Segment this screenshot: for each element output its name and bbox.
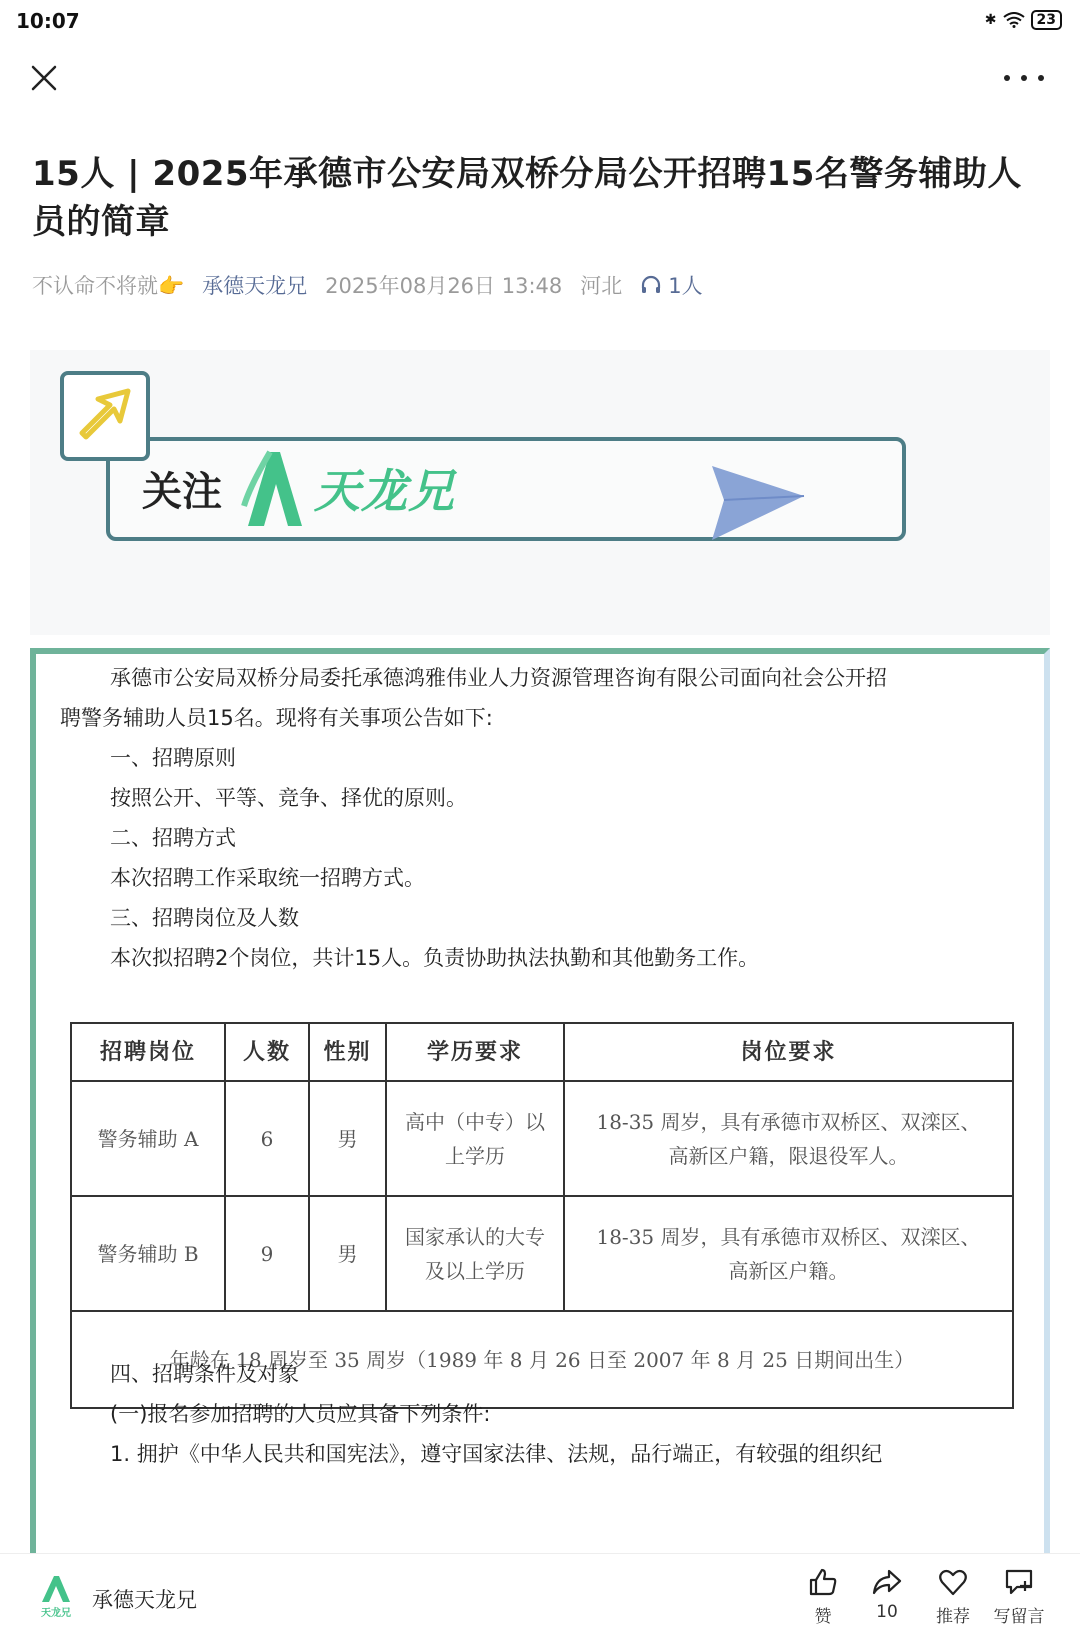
more-dot-icon [1021,75,1027,81]
section-3-title: 三、招聘岗位及人数 [110,906,299,930]
publish-datetime: 2025年08月26日 13:48 [325,274,563,298]
table-footer-note: 年龄在 18 周岁至 35 周岁（1989 年 8 月 26 日至 2007 年 8 月 25 日期间出生） [71,1311,1013,1408]
account-avatar[interactable] [36,1574,76,1620]
publish-region: 河北 [580,274,623,298]
table-cell-count: 9 [225,1196,309,1311]
more-dot-icon [1004,75,1010,81]
requirement-line: 18-35 周岁，具有承德市双桥区、双滦区、 [596,1109,981,1134]
table-cell-education [386,1196,564,1311]
comment-label: 写留言 [993,1607,1045,1627]
more-options-button[interactable] [1004,66,1044,90]
heart-icon [937,1566,969,1598]
table-header: 性别 [309,1023,386,1081]
close-button[interactable] [28,62,60,94]
requirement-line: 18-35 周岁，具有承德市双桥区、双滦区、 [596,1224,981,1249]
intro-line-2: 聘警务辅助人员15名。现将有关事项公告如下: [60,706,493,730]
banner-follow-text: 关注 [142,469,222,515]
education-line: 高中（中专）以 [405,1109,545,1134]
table-cell-education [386,1081,564,1196]
section-3-text: 本次拟招聘2个岗位，共计15人。负责协助执法执勤和其他勤务工作。 [110,946,760,970]
table-cell-count: 6 [225,1081,309,1196]
section-4-item-1: 1. 拥护《中华人民共和国宪法》，遵守国家法律、法规，品行端正，有较强的组织纪 [110,1442,883,1466]
status-icons [985,10,1062,30]
table-header-row [71,1023,1013,1081]
brand-logo-icon [36,1574,76,1604]
section-2-text: 本次招聘工作采取统一招聘方式。 [110,866,425,890]
bottom-action-bar [0,1553,1080,1643]
table-header: 学历要求 [386,1023,564,1081]
table-header: 招聘岗位 [71,1023,225,1081]
bluetooth-icon: ✱ [984,12,997,28]
education-line: 及以上学历 [425,1258,525,1283]
follow-banner-image [30,350,1050,635]
like-label: 赞 [814,1607,832,1627]
comment-button[interactable] [984,1566,1054,1627]
arrow-up-right-icon [64,375,146,457]
article-body-card [30,648,1050,1558]
status-time: 10:07 [16,9,80,33]
brand-logo-icon [240,446,310,530]
section-2-title: 二、招聘方式 [110,826,236,850]
table-cell-gender: 男 [309,1196,386,1311]
listen-button[interactable] [640,270,702,300]
section-1-text: 按照公开、平等、竞争、择优的原则。 [110,786,467,810]
recommend-label: 推荐 [936,1607,970,1627]
section-4-subtitle: (一)报名参加招聘的人员应具备下列条件: [110,1402,491,1426]
listener-count: 1人 [668,274,703,298]
article-meta [32,270,703,300]
share-arrow-icon [871,1566,903,1598]
table-cell-post: 警务辅助 A [71,1081,225,1196]
section-1-title: 一、招聘原则 [110,746,236,770]
wifi-icon [1003,12,1025,28]
education-line: 上学历 [445,1143,505,1168]
banner-brand-text: 天龙兄 [314,464,455,518]
more-dot-icon [1038,75,1044,81]
table-cell-gender: 男 [309,1081,386,1196]
intro-line-1: 承德市公安局双桥分局委托承德鸿雅伟业人力资源管理咨询有限公司面向社会公开招 [110,666,887,690]
table-header: 人数 [225,1023,309,1081]
headphones-icon [640,274,662,296]
section-4-title: 四、招聘条件及对象 [110,1362,299,1386]
article-source: 不认命不将就👉 [32,274,185,298]
comment-add-icon [1003,1566,1035,1598]
table-row [71,1196,1013,1311]
like-button[interactable] [788,1566,858,1627]
author-link[interactable]: 承德天龙兄 [202,274,308,298]
banner-arrow-box [60,371,150,461]
account-logo-text: 天龙兄 [41,1608,71,1619]
thumbs-up-icon [807,1566,839,1598]
battery-icon: 23 [1031,10,1062,30]
table-header: 岗位要求 [564,1023,1013,1081]
share-count: 10 [876,1602,898,1622]
table-cell-requirement [564,1196,1013,1311]
account-name[interactable]: 承德天龙兄 [92,1588,197,1612]
table-cell-requirement [564,1081,1013,1196]
recommend-button[interactable] [918,1566,988,1627]
paper-plane-icon [710,462,810,542]
recruitment-table [70,1022,1014,1409]
table-cell-post: 警务辅助 B [71,1196,225,1311]
table-row [71,1081,1013,1196]
requirement-line: 高新区户籍，限退役军人。 [668,1143,909,1168]
article-title: 15人 | 2025年承德市公安局双桥分局公开招聘15名警务辅助人员的简章 [32,154,1022,242]
requirement-line: 高新区户籍。 [728,1258,849,1283]
education-line: 国家承认的大专 [405,1224,545,1249]
share-button[interactable] [852,1566,922,1622]
status-bar [0,0,1080,44]
card-top-border [36,648,1050,654]
banner-brand [240,446,455,530]
close-icon [28,62,60,94]
